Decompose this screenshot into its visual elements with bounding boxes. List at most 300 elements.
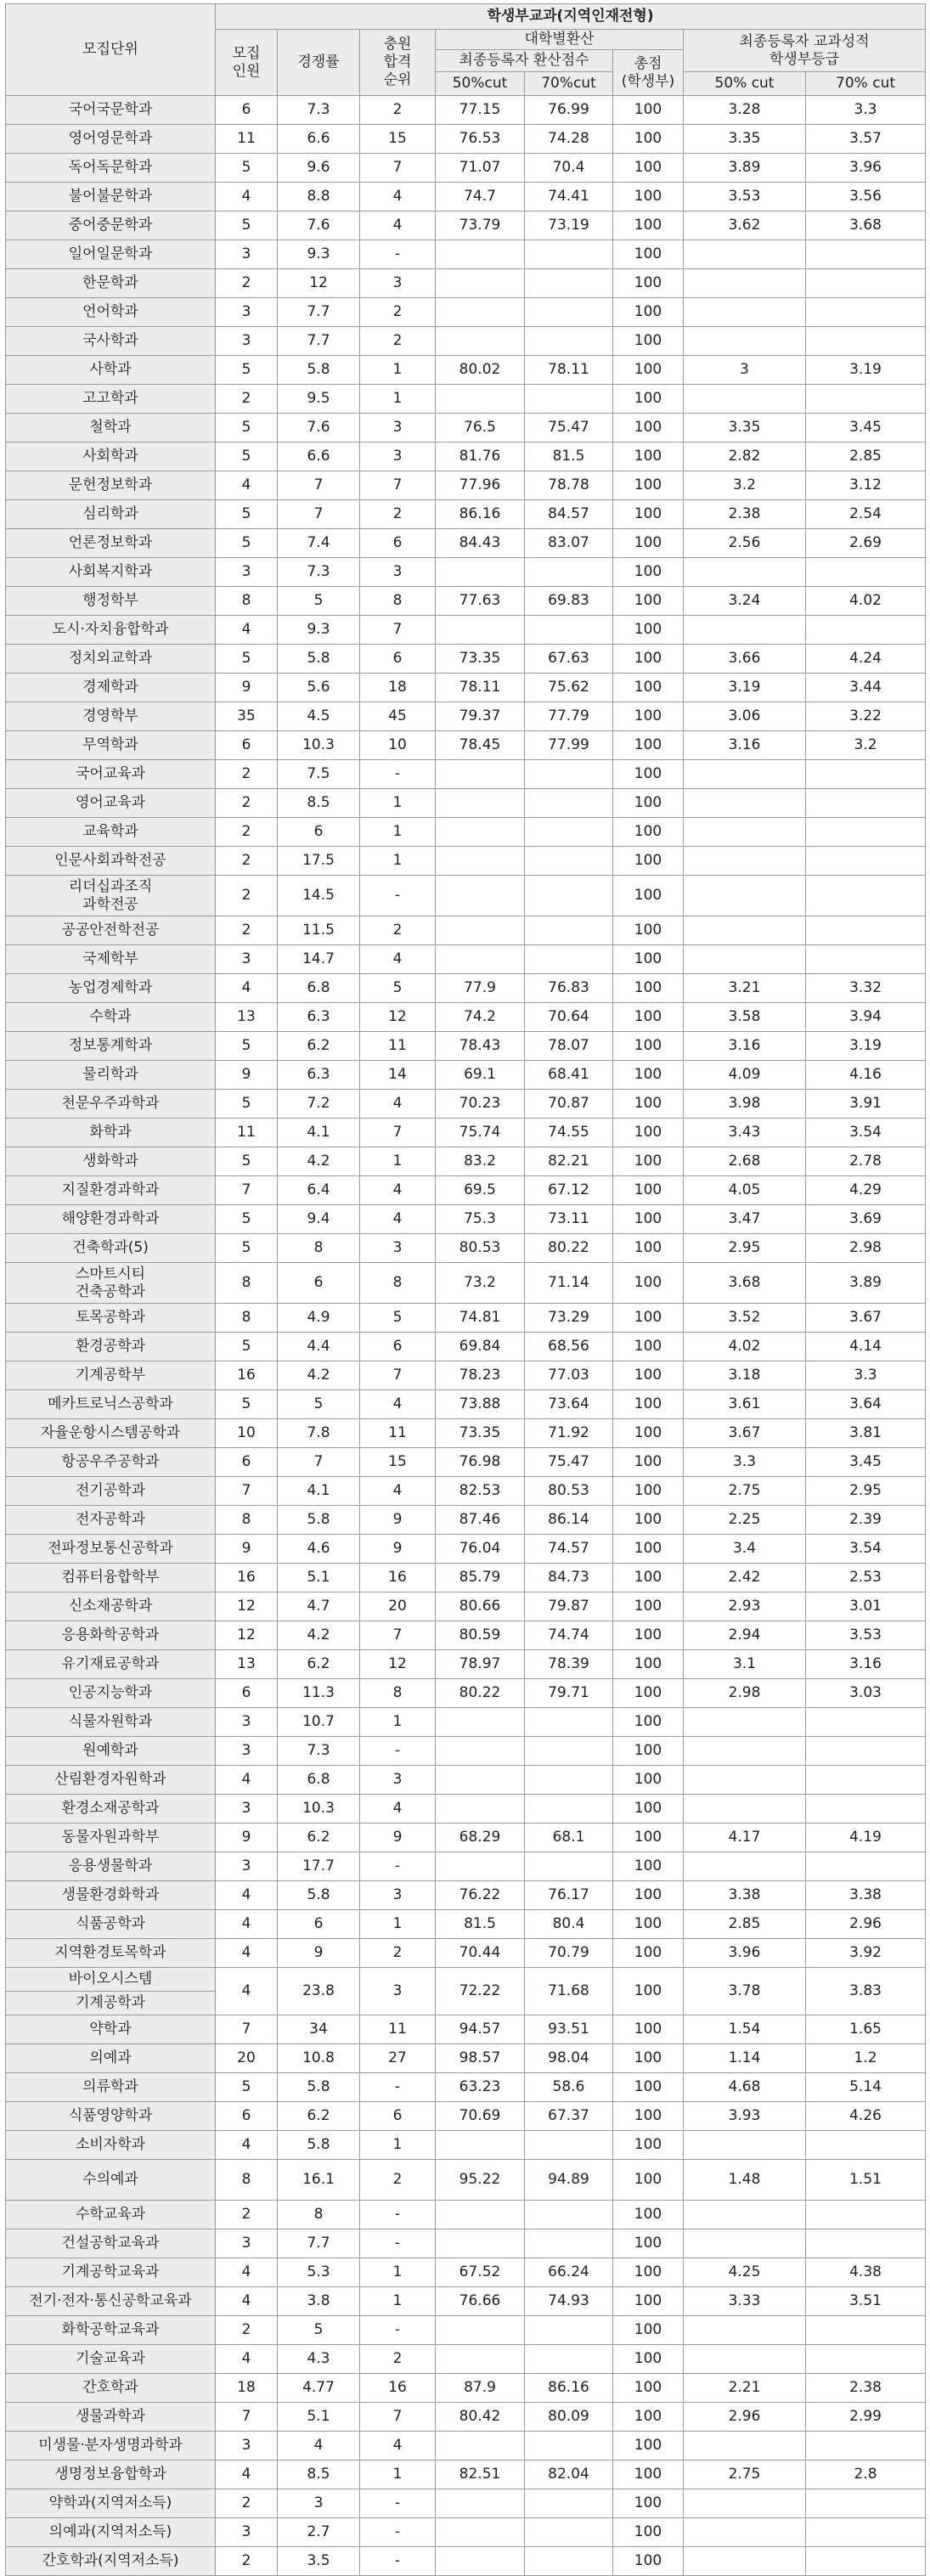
total-score: 100 (613, 1910, 684, 1939)
score-cut50 (436, 2547, 525, 2576)
table-row (6, 183, 926, 211)
total-score: 100 (613, 1795, 684, 1823)
competition-rate: 5.3 (278, 2258, 360, 2287)
grade-cut50 (684, 1737, 806, 1766)
grade-cut70: 2.38 (806, 2374, 926, 2403)
score-cut50 (436, 2131, 525, 2160)
unit-name: 수학과 (6, 1003, 216, 1032)
total-score: 100 (613, 945, 684, 974)
score-cut50: 71.07 (436, 154, 525, 183)
score-cut70 (525, 945, 613, 974)
grade-cut50 (684, 616, 806, 645)
score-cut50: 80.59 (436, 1621, 525, 1650)
score-cut70: 79.87 (525, 1592, 613, 1621)
score-cut50: 73.88 (436, 1390, 525, 1419)
grade-cut50: 3.43 (684, 1119, 806, 1147)
competition-rate: 7.6 (278, 414, 360, 442)
additional-rank: 1 (360, 1147, 436, 1176)
additional-rank: 6 (360, 529, 436, 558)
unit-name: 지질환경과학과 (6, 1176, 216, 1205)
additional-rank: 1 (360, 2131, 436, 2160)
grade-cut70: 2.54 (806, 500, 926, 529)
unit-name: 국사학과 (6, 327, 216, 356)
additional-rank: 4 (360, 1205, 436, 1234)
additional-rank: 1 (360, 847, 436, 876)
recruit-count: 2 (216, 385, 278, 414)
recruit-count: 5 (216, 500, 278, 529)
table-row (6, 1003, 926, 1032)
grade-cut50 (684, 818, 806, 847)
score-cut50 (436, 818, 525, 847)
table-row (6, 974, 926, 1003)
score-cut70: 68.41 (525, 1061, 613, 1090)
competition-rate: 34 (278, 2015, 360, 2044)
grade-cut70: 3.44 (806, 674, 926, 702)
score-cut50: 74.7 (436, 183, 525, 211)
recruit-count: 9 (216, 674, 278, 702)
score-cut50: 98.57 (436, 2044, 525, 2073)
score-cut50: 76.98 (436, 1448, 525, 1477)
recruit-count: 2 (216, 876, 278, 916)
total-score: 100 (613, 2102, 684, 2131)
total-score: 100 (613, 240, 684, 269)
grade-cut70 (806, 2345, 926, 2374)
grade-cut50: 4.25 (684, 2258, 806, 2287)
competition-rate: 4.1 (278, 1477, 360, 1506)
grade-cut70: 3.19 (806, 356, 926, 385)
total-score: 100 (613, 2201, 684, 2229)
unit-name: 경영학부 (6, 702, 216, 731)
total-score: 100 (613, 2258, 684, 2287)
recruit-count: 4 (216, 1766, 278, 1795)
score-cut70: 75.62 (525, 674, 613, 702)
table-row (6, 414, 926, 442)
competition-rate: 8 (278, 2201, 360, 2229)
competition-rate: 4.3 (278, 2345, 360, 2374)
additional-rank: 6 (360, 2102, 436, 2131)
additional-rank: 9 (360, 1506, 436, 1535)
grade-cut70 (806, 2316, 926, 2345)
recruit-count: 2 (216, 2201, 278, 2229)
score-cut70 (525, 2131, 613, 2160)
additional-rank: 2 (360, 1939, 436, 1968)
grade-cut50: 3.89 (684, 154, 806, 183)
recruit-count: 2 (216, 2547, 278, 2576)
grade-cut70: 3.54 (806, 1119, 926, 1147)
competition-rate: 6 (278, 1263, 360, 1304)
grade-cut50: 3.98 (684, 1090, 806, 1119)
score-cut50: 80.02 (436, 356, 525, 385)
additional-rank: 1 (360, 356, 436, 385)
grade-cut70 (806, 2518, 926, 2547)
additional-rank: 8 (360, 1679, 436, 1708)
recruit-count: 7 (216, 1477, 278, 1506)
grade-cut70: 2.99 (806, 2403, 926, 2432)
grade-cut50: 4.05 (684, 1176, 806, 1205)
table-row (6, 1592, 926, 1621)
grade-cut70: 3.03 (806, 1679, 926, 1708)
additional-rank: 4 (360, 945, 436, 974)
unit-name: 동물자원과학부 (6, 1823, 216, 1852)
score-cut70 (525, 789, 613, 818)
grade-cut70: 2.85 (806, 442, 926, 471)
competition-rate: 12 (278, 269, 360, 298)
competition-rate: 4.9 (278, 1304, 360, 1333)
score-cut50: 84.43 (436, 529, 525, 558)
table-row (6, 1852, 926, 1881)
score-cut50: 77.15 (436, 96, 525, 125)
grade-cut70: 4.26 (806, 2102, 926, 2131)
recruit-count: 3 (216, 327, 278, 356)
table-row (6, 789, 926, 818)
grade-cut70 (806, 1708, 926, 1737)
grade-cut50: 3.58 (684, 1003, 806, 1032)
unit-name: 독어독문학과 (6, 154, 216, 183)
grade-cut70: 3.67 (806, 1304, 926, 1333)
recruit-count: 5 (216, 2073, 278, 2102)
grade-cut70 (806, 558, 926, 587)
unit-name: 사회학과 (6, 442, 216, 471)
grade-cut50 (684, 269, 806, 298)
table-row (6, 1263, 926, 1304)
total-score: 100 (613, 2489, 684, 2518)
recruit-count: 13 (216, 1003, 278, 1032)
table-row (6, 1333, 926, 1361)
unit-name: 전기·전자·통신공학교육과 (6, 2287, 216, 2316)
competition-rate: 11.5 (278, 916, 360, 945)
grade-cut50: 3.66 (684, 645, 806, 674)
score-cut50: 82.53 (436, 1477, 525, 1506)
score-cut50 (436, 327, 525, 356)
recruit-count: 3 (216, 2432, 278, 2460)
competition-rate: 14.5 (278, 876, 360, 916)
grade-cut70 (806, 269, 926, 298)
table-row (6, 298, 926, 327)
unit-name: 간호학과 (6, 2374, 216, 2403)
score-cut70: 77.79 (525, 702, 613, 731)
grade-cut70: 3.51 (806, 2287, 926, 2316)
competition-rate: 6.6 (278, 442, 360, 471)
additional-rank: 9 (360, 1535, 436, 1564)
grade-cut50: 2.38 (684, 500, 806, 529)
recruit-count: 3 (216, 1737, 278, 1766)
additional-rank: 16 (360, 1564, 436, 1592)
grade-cut50: 3.47 (684, 1205, 806, 1234)
score-cut50 (436, 2316, 525, 2345)
recruit-count: 2 (216, 2316, 278, 2345)
grade-cut50: 2.25 (684, 1506, 806, 1535)
additional-rank: 3 (360, 1881, 436, 1910)
recruit-count: 6 (216, 96, 278, 125)
additional-rank: 2 (360, 96, 436, 125)
total-score: 100 (613, 1535, 684, 1564)
additional-rank: 2 (360, 327, 436, 356)
total-score: 100 (613, 1477, 684, 1506)
grade-cut70 (806, 616, 926, 645)
competition-rate: 5.8 (278, 1881, 360, 1910)
grade-cut70: 3.3 (806, 96, 926, 125)
total-score: 100 (613, 1090, 684, 1119)
grade-cut50: 3.19 (684, 674, 806, 702)
competition-rate: 7.5 (278, 760, 360, 789)
table-row (6, 2131, 926, 2160)
additional-rank: 18 (360, 674, 436, 702)
table-row (6, 945, 926, 974)
total-score: 100 (613, 2287, 684, 2316)
total-score: 100 (613, 847, 684, 876)
unit-name: 컴퓨터융합학부 (6, 1564, 216, 1592)
grade-cut70: 3.81 (806, 1419, 926, 1448)
grade-cut50 (684, 2432, 806, 2460)
score-cut50 (436, 2432, 525, 2460)
table-row (6, 1032, 926, 1061)
grade-cut70 (806, 847, 926, 876)
grade-cut70: 3.3 (806, 1361, 926, 1390)
grade-cut70 (806, 2489, 926, 2518)
score-cut50: 74.2 (436, 1003, 525, 1032)
table-row (6, 471, 926, 500)
additional-rank: 3 (360, 414, 436, 442)
recruit-count: 6 (216, 731, 278, 760)
competition-rate: 6.2 (278, 1032, 360, 1061)
total-score: 100 (613, 471, 684, 500)
additional-rank: 11 (360, 2015, 436, 2044)
recruit-count: 10 (216, 1419, 278, 1448)
score-cut70: 74.57 (525, 1535, 613, 1564)
table-row (6, 1679, 926, 1708)
competition-rate: 10.8 (278, 2044, 360, 2073)
table-body-part1 (6, 96, 926, 1968)
grade-cut50 (684, 876, 806, 916)
grade-cut50: 2.93 (684, 1592, 806, 1621)
additional-rank: 3 (360, 1766, 436, 1795)
score-cut50 (436, 2489, 525, 2518)
score-cut50: 67.52 (436, 2258, 525, 2287)
grade-cut50: 2.85 (684, 1910, 806, 1939)
recruit-count: 11 (216, 1119, 278, 1147)
competition-rate: 6.6 (278, 125, 360, 154)
score-cut70: 82.21 (525, 1147, 613, 1176)
score-cut70: 70.4 (525, 154, 613, 183)
unit-name: 약학과(지역저소득) (6, 2489, 216, 2518)
unit-name: 전자공학과 (6, 1506, 216, 1535)
score-cut70: 86.14 (525, 1506, 613, 1535)
unit-name: 사회복지학과 (6, 558, 216, 587)
competition-rate: 4.7 (278, 1592, 360, 1621)
score-cut70: 93.51 (525, 2015, 613, 2044)
score-cut70: 73.29 (525, 1304, 613, 1333)
grade-cut50 (684, 760, 806, 789)
additional-rank: 10 (360, 731, 436, 760)
grade-cut50: 2.96 (684, 2403, 806, 2432)
grade-cut50: 4.09 (684, 1061, 806, 1090)
score-cut50: 76.22 (436, 1881, 525, 1910)
score-cut70: 75.47 (525, 1448, 613, 1477)
recruit-count: 3 (216, 1708, 278, 1737)
grade-cut70 (806, 2131, 926, 2160)
grade-cut70: 3.56 (806, 183, 926, 211)
recruit-count: 7 (216, 1176, 278, 1205)
score-cut50: 70.44 (436, 1939, 525, 1968)
table-row (6, 529, 926, 558)
total-score: 100 (613, 1506, 684, 1535)
grade-cut50: 1.48 (684, 2160, 806, 2201)
unit-name: 한문학과 (6, 269, 216, 298)
competition-rate: 7.3 (278, 96, 360, 125)
grade-cut70: 4.16 (806, 1061, 926, 1090)
unit-name: 의류학과 (6, 2073, 216, 2102)
table-row (6, 731, 926, 760)
total-score: 100 (613, 645, 684, 674)
additional-rank: 3 (360, 1968, 436, 2015)
grade-cut70: 2.69 (806, 529, 926, 558)
competition-rate: 6.2 (278, 2102, 360, 2131)
score-cut50: 70.69 (436, 2102, 525, 2131)
additional-rank: 1 (360, 818, 436, 847)
additional-rank: 7 (360, 616, 436, 645)
score-cut50 (436, 616, 525, 645)
grade-cut70: 3.54 (806, 1535, 926, 1564)
grade-cut50 (684, 1795, 806, 1823)
competition-rate: 4.5 (278, 702, 360, 731)
table-row (6, 1448, 926, 1477)
grade-cut70: 3.45 (806, 414, 926, 442)
grade-cut50: 3.3 (684, 1448, 806, 1477)
competition-rate: 4.1 (278, 1119, 360, 1147)
additional-rank: 1 (360, 1708, 436, 1737)
total-score: 100 (613, 1234, 684, 1263)
score-cut70 (525, 1737, 613, 1766)
unit-name: 화학공학교육과 (6, 2316, 216, 2345)
competition-rate: 5.8 (278, 1506, 360, 1535)
score-cut70: 83.07 (525, 529, 613, 558)
total-score: 100 (613, 1852, 684, 1881)
score-cut70 (525, 1852, 613, 1881)
unit-name: 기술교육과 (6, 2345, 216, 2374)
table-row (6, 500, 926, 529)
score-cut70: 71.14 (525, 1263, 613, 1304)
table-row (6, 1968, 926, 1992)
table-row (6, 269, 926, 298)
unit-name: 화학과 (6, 1119, 216, 1147)
unit-name-line1: 바이오시스템 (6, 1968, 216, 1992)
grade-cut70: 3.89 (806, 1263, 926, 1304)
unit-name: 문헌정보학과 (6, 471, 216, 500)
additional-rank: - (360, 2547, 436, 2576)
total-score: 100 (613, 1679, 684, 1708)
table-row (6, 1650, 926, 1679)
score-cut50: 74.81 (436, 1304, 525, 1333)
total-score: 100 (613, 1621, 684, 1650)
score-cut70 (525, 1708, 613, 1737)
grade-cut70: 3.92 (806, 1939, 926, 1968)
table-row (6, 1535, 926, 1564)
competition-rate: 10.7 (278, 1708, 360, 1737)
score-cut70: 68.1 (525, 1823, 613, 1852)
grade-cut50: 3.38 (684, 1881, 806, 1910)
score-cut70: 70.87 (525, 1090, 613, 1119)
total-score: 100 (613, 2403, 684, 2432)
table-row (6, 154, 926, 183)
unit-name: 인문사회과학전공 (6, 847, 216, 876)
recruit-count: 5 (216, 645, 278, 674)
competition-rate: 4.2 (278, 1621, 360, 1650)
score-cut50: 73.35 (436, 1419, 525, 1448)
grade-cut50 (684, 385, 806, 414)
additional-rank: - (360, 760, 436, 789)
competition-rate: 17.7 (278, 1852, 360, 1881)
competition-rate: 6.3 (278, 1003, 360, 1032)
total-score: 100 (613, 876, 684, 916)
score-cut50 (436, 2229, 525, 2258)
competition-rate: 7 (278, 500, 360, 529)
table-row (6, 385, 926, 414)
competition-rate: 5.6 (278, 674, 360, 702)
grade-cut50: 3.4 (684, 1535, 806, 1564)
grade-cut50 (684, 2201, 806, 2229)
score-cut50: 75.74 (436, 1119, 525, 1147)
header-total: 총점 (학생부) (613, 50, 684, 96)
competition-rate: 2.7 (278, 2518, 360, 2547)
score-cut50: 75.3 (436, 1205, 525, 1234)
recruit-count: 5 (216, 1147, 278, 1176)
grade-cut70 (806, 945, 926, 974)
table-row (6, 2547, 926, 2576)
total-score: 100 (613, 2044, 684, 2073)
score-cut70: 80.4 (525, 1910, 613, 1939)
score-cut70: 86.16 (525, 2374, 613, 2403)
grade-cut70: 1.65 (806, 2015, 926, 2044)
competition-rate: 5 (278, 2316, 360, 2345)
score-cut50: 81.5 (436, 1910, 525, 1939)
total-score: 100 (613, 1419, 684, 1448)
total-score: 100 (613, 1361, 684, 1390)
grade-cut70: 3.38 (806, 1881, 926, 1910)
total-score: 100 (613, 1737, 684, 1766)
additional-rank: 4 (360, 1176, 436, 1205)
unit-name: 도시·자치융합학과 (6, 616, 216, 645)
total-score: 100 (613, 702, 684, 731)
score-cut70: 67.63 (525, 645, 613, 674)
table-row (6, 1506, 926, 1535)
unit-name: 전기공학과 (6, 1477, 216, 1506)
table-row (6, 211, 926, 240)
score-cut50 (436, 1737, 525, 1766)
recruit-count: 12 (216, 1621, 278, 1650)
total-score: 100 (613, 558, 684, 587)
additional-rank: 3 (360, 558, 436, 587)
total-score: 100 (613, 356, 684, 385)
score-cut50 (436, 1708, 525, 1737)
score-cut70: 78.39 (525, 1650, 613, 1679)
score-cut50: 69.1 (436, 1061, 525, 1090)
grade-cut70: 2.95 (806, 1477, 926, 1506)
score-cut70 (525, 2229, 613, 2258)
unit-name: 메카트로닉스공학과 (6, 1390, 216, 1419)
score-cut50 (436, 2201, 525, 2229)
grade-cut70: 4.24 (806, 645, 926, 674)
score-cut70: 70.64 (525, 1003, 613, 1032)
recruit-count: 2 (216, 269, 278, 298)
unit-name: 인공지능학과 (6, 1679, 216, 1708)
table-row (6, 645, 926, 674)
competition-rate: 11.3 (278, 1679, 360, 1708)
grade-cut70: 3.32 (806, 974, 926, 1003)
score-cut50: 87.46 (436, 1506, 525, 1535)
table-row (6, 1766, 926, 1795)
recruit-count: 4 (216, 471, 278, 500)
recruit-count: 7 (216, 2403, 278, 2432)
